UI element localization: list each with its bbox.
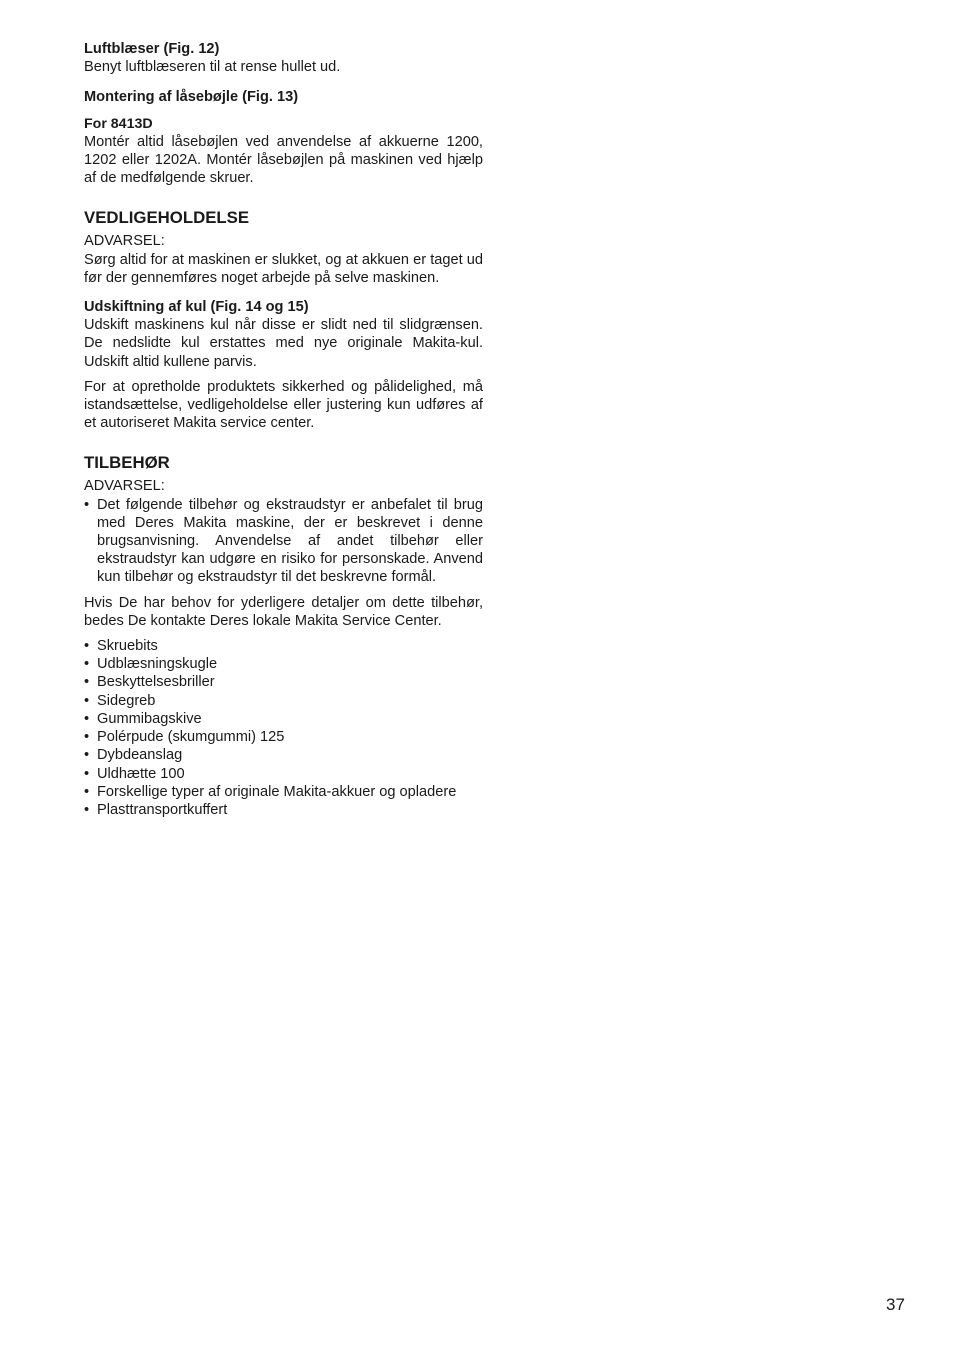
montering-text: Montér altid låsebøjlen ved anvendelse af akkuerne 1200, 1202 eller 1202A. Montér låsebøjlen på maskinen ved hjælp af de medfølgende skruer. bbox=[84, 133, 483, 187]
tilbehor-warning-bullet: • Det følgende tilbehør og ekstraudstyr er anbefalet til brug med Deres Makita maskine, der er beskrevet i denne brugsanvisning. Anvendelse af andet tilbehør eller ekstraudstyr kan udgøre en risiko for personskade. Anvend kun tilbehør og ekstraudstyr til det beskrevne formål. bbox=[84, 496, 483, 587]
luftblaeser-text: Benyt luftblæseren til at rense hullet ud. bbox=[84, 59, 341, 76]
list-item: • Udblæsningskugle bbox=[84, 655, 483, 673]
text-column bbox=[84, 40, 483, 819]
vedligeholdelse-warning-text: Sørg altid for at maskinen er slukket, og at akkuen er taget ud før der gennemføres noget arbejde på selve maskinen. bbox=[84, 251, 483, 286]
list-item: • Skruebits bbox=[84, 637, 483, 655]
list-item: • Polérpude (skumgummi) 125 bbox=[84, 728, 483, 746]
montering-heading: Montering af låsebøjle (Fig. 13) bbox=[84, 89, 299, 106]
vedligeholdelse-warning-label: ADVARSEL: bbox=[84, 233, 165, 250]
list-item: • Forskellige typer af originale Makita-akkuer og opladere bbox=[84, 783, 483, 801]
page-number: 37 bbox=[886, 1295, 905, 1314]
kul-heading: Udskiftning af kul (Fig. 14 og 15) bbox=[84, 299, 309, 316]
list-item: • Plasttransportkuffert bbox=[84, 801, 483, 819]
kul-text-1: Udskift maskinens kul når disse er slidt ned til slidgrænsen. De nedslidte kul erstattes med nye originale Makita-kul. Udskift altid kullene parvis. bbox=[84, 317, 483, 370]
tilbehor-heading: TILBEHØR bbox=[84, 453, 170, 473]
tilbehor-warning-list bbox=[84, 496, 483, 587]
vedligeholdelse-heading: VEDLIGEHOLDELSE bbox=[84, 208, 250, 228]
list-item: • Dybdeanslag bbox=[84, 746, 483, 764]
list-item: • Beskyttelsesbriller bbox=[84, 673, 483, 691]
list-item: • Sidegreb bbox=[84, 692, 483, 710]
tilbehor-contact-text: Hvis De har behov for yderligere detaljer om dette tilbehør, bedes De kontakte Deres lokale Makita Service Center. bbox=[84, 594, 483, 629]
accessories-list bbox=[84, 637, 483, 819]
kul-text-2: For at opretholde produktets sikkerhed og pålidelighed, må istandsættelse, vedligeholdelse eller justering kun udføres af et autoriseret Makita service center. bbox=[84, 378, 483, 432]
montering-subheading: For 8413D bbox=[84, 115, 153, 132]
list-item: • Uldhætte 100 bbox=[84, 765, 483, 783]
luftblaeser-heading: Luftblæser (Fig. 12) bbox=[84, 41, 220, 57]
tilbehor-warning-label: ADVARSEL: bbox=[84, 478, 165, 495]
list-item: • Gummibagskive bbox=[84, 710, 483, 728]
